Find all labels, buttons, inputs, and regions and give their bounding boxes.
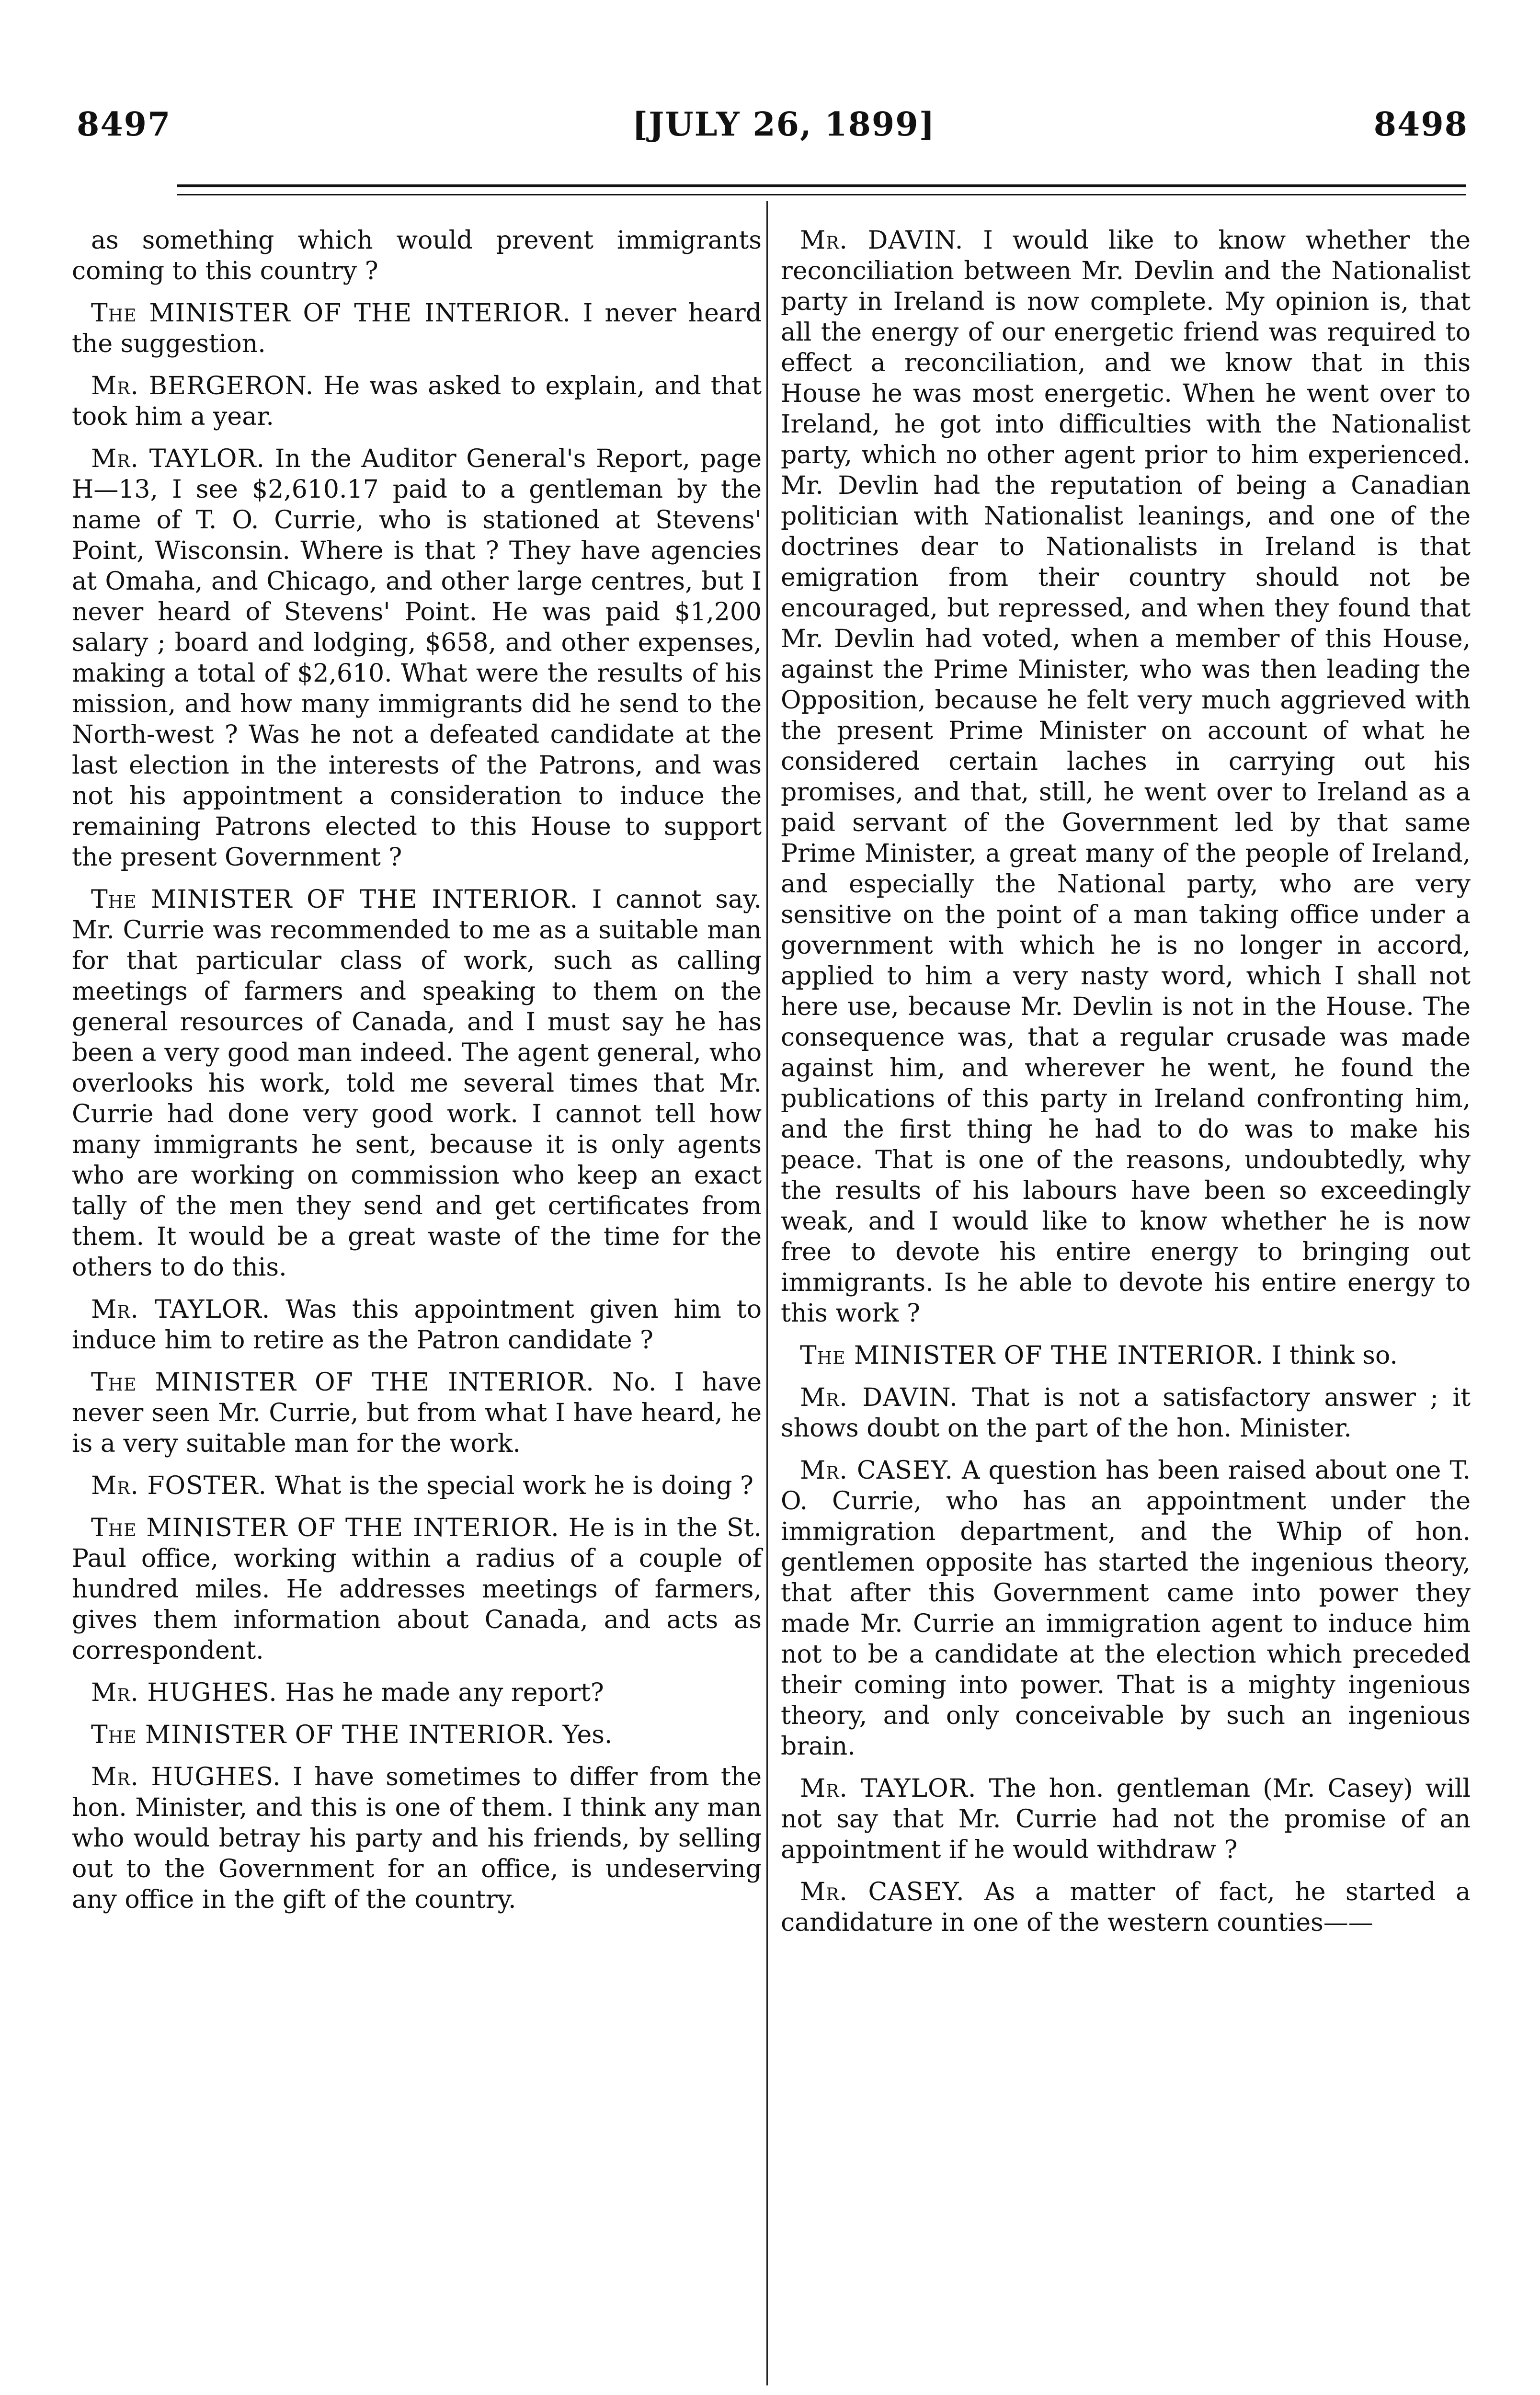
speech-text: Has he made any report?: [285, 1678, 604, 1707]
speaker-name: Mr. TAYLOR.: [800, 1774, 977, 1803]
paragraph: [72, 1720, 762, 1750]
paragraph: [72, 371, 762, 432]
speech-text: That is not a satisfactory answer ; it shows doubt on the part of the hon. Minister.: [781, 1383, 1471, 1443]
speech-text: Was this appointment given him to induce him to retire as the Patron candidate ?: [72, 1295, 762, 1355]
page-number-right: 8498: [1373, 105, 1468, 144]
speech-text: The hon. gentleman (Mr. Casey) will not say that Mr. Currie had not the promise of an appointment if he would withdraw ?: [781, 1774, 1471, 1864]
page-header: [0, 101, 1540, 158]
speaker-name: Mr. BERGERON.: [91, 372, 314, 400]
paragraph: [781, 1773, 1471, 1865]
paragraph: [72, 1367, 762, 1459]
column-divider: [766, 201, 768, 2385]
speech-text: As a matter of fact, he started a candidature in one of the western counties——: [781, 1878, 1471, 1937]
speaker-name: The MINISTER OF THE INTERIOR.: [91, 1721, 555, 1749]
speech-text: I have sometimes to differ from the hon. Minister, and this is one of them. I think any man who would betray his party and his friends, by selling out to the Government for an office, is undeserving any office in the gift of the country.: [72, 1763, 762, 1914]
speech-text: In the Auditor General's Report, page H—13, I see $2,610.17 paid to a gentleman by the name of T. O. Currie, who is stationed at Stevens' Point, Wisconsin. Where is that ? They have agencies at Omaha, and Chicago, and other large centres, but I never heard of Stevens' Point. He was paid $1,200 salary ; board and lodging, $658, and other expenses, making a total of $2,610. What were the results of his mission, and how many immigrants did he send to the North-west ? Was he not a defeated candidate at the last election in the interests of the Patrons, and was not his appointment a consideration to induce the remaining Patrons elected to this House to support the present Government ?: [72, 445, 762, 872]
paragraph: [72, 1471, 762, 1501]
paragraph: [781, 1455, 1471, 1762]
paragraph: [781, 1382, 1471, 1444]
paragraph: [781, 1877, 1471, 1938]
speaker-name: Mr. HUGHES.: [91, 1763, 281, 1791]
speaker-name: Mr. FOSTER.: [91, 1471, 267, 1500]
speaker-name: The MINISTER OF THE INTERIOR.: [91, 1368, 594, 1397]
speech-text: I would like to know whether the reconciliation between Mr. Devlin and the Nationalist party in Ireland is now complete. My opinion is, that all the energy of our energetic friend was required to effect a reconciliation, and we know that in this House he was most energetic. When he went over to Ireland, he got into difficulties with the Nationalist party, which no other agent prior to him experienced. Mr. Devlin had the reputation of being a Canadian politician with Nationalist leanings, and one of the doctrines dear to Nationalists in Ireland is that emigration from their country should not be encouraged, but repressed, and when they found that Mr. Devlin had voted, when a member of this House, against the Prime Minister, who was then leading the Opposition, because he felt very much aggrieved with the present Prime Minister on account of what he considered certain laches in carrying out his promises, and that, still, he went over to Ireland as a paid servant of the Government led by that same Prime Minister, a great many of the people of Ireland, and especially the National party, who are very sensitive on the point of a man taking office under a government with which he is no longer in accord, applied to him a very nasty word, which I shall not here use, because Mr. Devlin is not in the House. The consequence was, that a regular crusade was made against him, and wherever he went, he found the publications of this party in Ireland confronting him, and the first thing he had to do was to make his peace. That is one of the reasons, undoubtedly, why the results of his labours have been so exceedingly weak, and I would like to know whether he is now free to devote his entire energy to bringing out immigrants. Is he able to devote his entire energy to this work ?: [781, 226, 1471, 1328]
paragraph: [72, 1294, 762, 1356]
header-rule-thick: [177, 184, 1466, 187]
speaker-name: Mr. TAYLOR.: [91, 1295, 271, 1324]
paragraph: [72, 1513, 762, 1666]
speaker-name: The MINISTER OF THE INTERIOR.: [800, 1341, 1264, 1370]
paragraph: [72, 884, 762, 1283]
speaker-name: The MINISTER OF THE INTERIOR.: [91, 299, 571, 328]
speaker-name: Mr. HUGHES.: [91, 1678, 277, 1707]
paragraph: [72, 225, 762, 286]
speech-text: A question has been raised about one T. O. Currie, who has an appointment under the immigration department, and the Whip of hon. gentlemen opposite has started the ingenious theory, that after this Government came into power they made Mr. Currie an immigration agent to induce him not to be a candidate at the election which preceded their coming into power. That is a mighty ingenious theory, and only conceivable by such an ingenious brain.: [781, 1456, 1471, 1761]
speaker-name: Mr. DAVIN.: [800, 1383, 958, 1412]
page-number-left: 8497: [77, 105, 171, 144]
speaker-name: Mr. DAVIN.: [800, 226, 964, 255]
speech-text: as something which would prevent immigrants coming to this country ?: [72, 226, 762, 285]
speech-text: I cannot say. Mr. Currie was recommended to me as a suitable man for that particular class of work, such as calling meetings of farmers and speaking to them on the general resources of Canada, and I must say he has been a very good man indeed. The agent general, who overlooks his work, told me several times that Mr. Currie had done very good work. I cannot tell how many immigrants he sent, because it is only agents who are working on commission who keep an exact tally of the men they send and get certificates from them. It would be a great waste of the time for the others to do this.: [72, 885, 762, 1282]
speech-text: He is in the St. Paul office, working within a radius of a couple of hundred miles. He addresses meetings of farmers, gives them information about Canada, and acts as correspondent.: [72, 1514, 762, 1665]
speaker-name: The MINISTER OF THE INTERIOR.: [91, 885, 579, 914]
header-rule-thin: [177, 194, 1466, 195]
page-date: [JULY 26, 1899]: [632, 105, 935, 144]
paragraph: [72, 298, 762, 359]
speech-text: I never heard the suggestion.: [72, 299, 762, 358]
speech-text: He was asked to explain, and that took him a year.: [72, 372, 762, 431]
paragraph: [72, 1762, 762, 1915]
speaker-name: Mr. CASEY.: [800, 1878, 965, 1906]
speech-text: I think so.: [1271, 1341, 1398, 1370]
right-column: [781, 225, 1471, 1950]
paragraph: [781, 1340, 1471, 1371]
speaker-name: Mr. CASEY.: [800, 1456, 953, 1485]
left-column: [72, 225, 762, 1927]
paragraph: [72, 444, 762, 873]
paragraph: [781, 225, 1471, 1329]
speech-text: No. I have never seen Mr. Currie, but from what I have heard, he is a very suitable man for the work.: [72, 1368, 762, 1458]
paragraph: [72, 1677, 762, 1708]
speaker-name: Mr. TAYLOR.: [91, 445, 265, 473]
speech-text: What is the special work he is doing ?: [274, 1471, 753, 1500]
speech-text: Yes.: [562, 1721, 613, 1749]
speaker-name: The MINISTER OF THE INTERIOR.: [91, 1514, 559, 1542]
